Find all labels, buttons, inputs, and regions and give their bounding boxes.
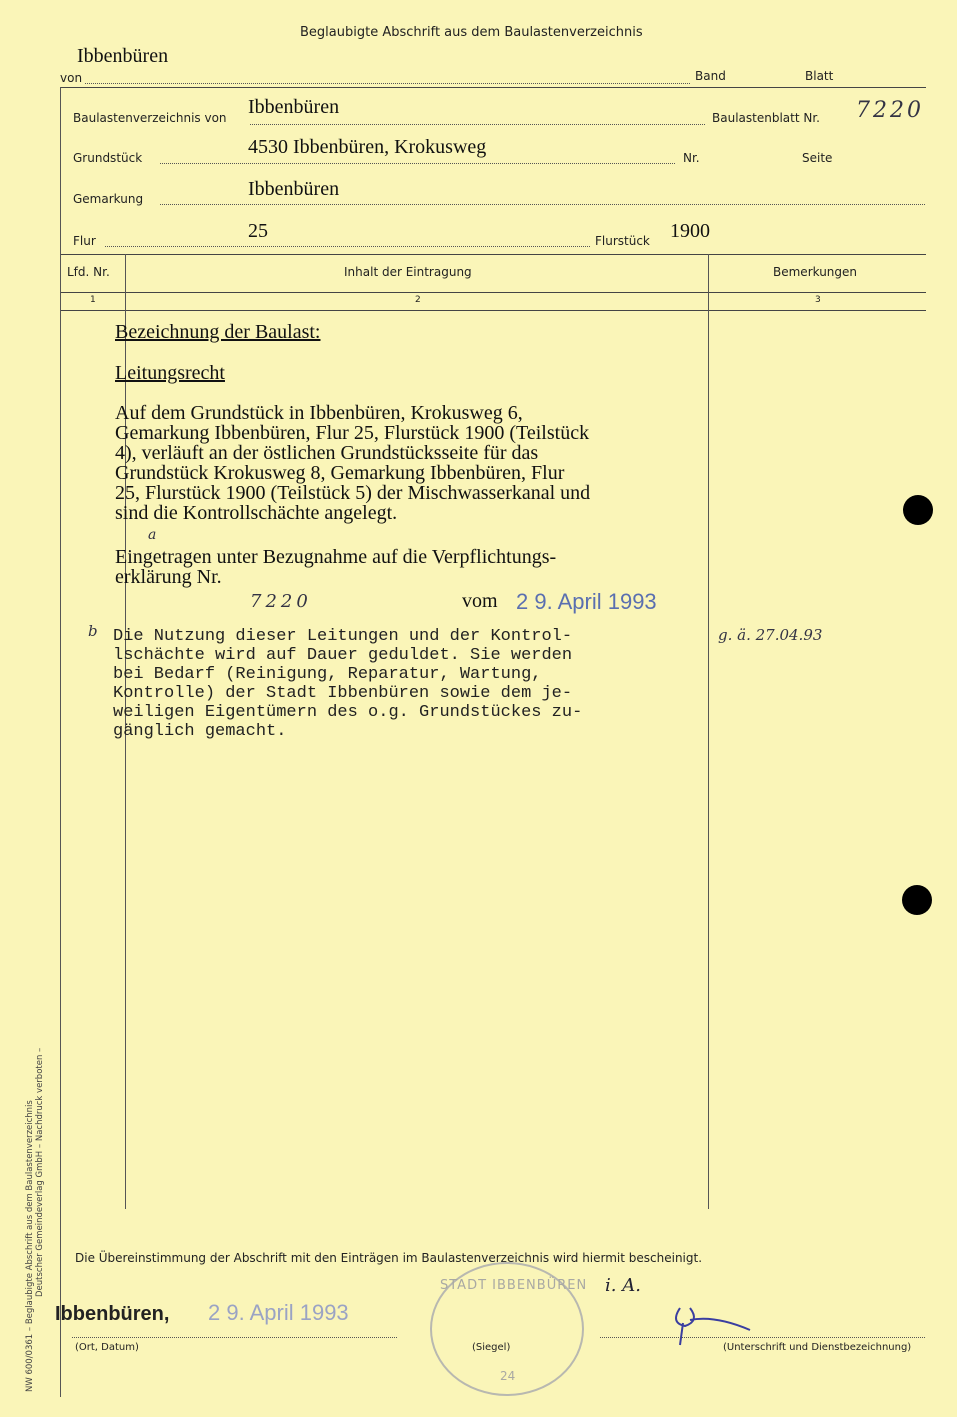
gemarkung-label: Gemarkung <box>73 192 144 206</box>
punch-hole <box>902 885 932 915</box>
document-title: Beglaubigte Abschrift aus dem Baulastenverzeichnis <box>300 25 643 40</box>
flurstueck-value: 1900 <box>670 220 710 242</box>
column-num-2: 2 <box>415 295 421 305</box>
field-line <box>160 163 675 164</box>
seal <box>430 1262 588 1396</box>
blatt-nr-label: Baulastenblatt Nr. <box>712 111 820 125</box>
entry-type: Leitungsrecht <box>115 362 225 384</box>
certification-date-stamp: 2 9. April 1993 <box>208 1300 349 1325</box>
flurstueck-label: Flurstück <box>595 234 650 248</box>
rule <box>60 310 926 311</box>
entry-heading: Bezeichnung der Baulast: <box>115 321 321 343</box>
remark: g. ä. 27.04.93 <box>718 626 823 644</box>
signature-label: (Unterschrift und Dienstbezeichnung) <box>723 1342 912 1353</box>
blatt-nr-value: 7220 <box>856 98 924 123</box>
place: Ibbenbüren, <box>55 1303 170 1325</box>
von-value: Ibbenbüren <box>77 45 169 67</box>
side-print-line1: NW 600/0361 – Beglaubigte Abschrift aus dem Baulastenverzeichnis <box>25 1100 35 1392</box>
registered-nr: 7220 <box>250 591 312 612</box>
marker-a: a <box>148 527 157 543</box>
column-divider <box>708 254 709 1209</box>
column-num-3: 3 <box>815 295 821 305</box>
rule <box>60 87 926 88</box>
von-label: von <box>60 71 83 85</box>
entry-text: Auf dem Grundstück in Ibbenbüren, Krokusweg 6, Gemarkung Ibbenbüren, Flur 25, Flurstück 1900 (Teilstück 4), verläuft an der östlichen Grundstücksseite für das Grundstück Krokusweg 8, Gemarkung Ibbenbüren, Flur 25, Flurstück 1900 (Teilstück 5) der Mischwasserkanal und sind die Kontrollschächte angelegt. <box>115 402 591 524</box>
signature-line <box>600 1337 925 1338</box>
signature <box>665 1298 765 1348</box>
entry-amendment: Die Nutzung dieser Leitungen und der Kontrol- lschächte wird auf Dauer geduldet. Sie werden bei Bedarf (Reinigung, Reparatur, Wartung, Kontrolle) der Stadt Ibbenbüren sowie dem je- weiligen Eigentümern des o.g. Grundstückes zu- gänglich gemacht. <box>113 627 583 741</box>
punch-hole <box>903 495 933 525</box>
place-date-line <box>72 1337 397 1338</box>
flur-value: 25 <box>248 220 268 242</box>
band-label: Band <box>695 69 726 83</box>
grundstueck-label: Grundstück <box>73 151 143 165</box>
side-print-line2: Deutscher Gemeindeverlag GmbH – Nachdruck verboten – <box>35 1047 45 1297</box>
field-line <box>105 246 590 247</box>
rule <box>60 292 926 293</box>
field-line <box>250 124 705 125</box>
column-header-lfd-nr: Lfd. Nr. <box>67 265 110 279</box>
certification-text: Die Übereinstimmung der Abschrift mit den Einträgen im Baulastenverzeichnis wird hiermit bescheinigt. <box>75 1251 703 1265</box>
gemarkung-value: Ibbenbüren <box>248 178 340 200</box>
grundstueck-value: 4530 Ibbenbüren, Krokusweg <box>248 136 487 158</box>
column-header-inhalt: Inhalt der Eintragung <box>344 265 472 279</box>
table-top <box>60 254 926 255</box>
seal-text: STADT IBBENBÜREN <box>440 1278 588 1293</box>
blatt-label: Blatt <box>805 69 834 83</box>
nr-label: Nr. <box>683 151 700 165</box>
vom-label: vom <box>462 590 498 612</box>
flur-label: Flur <box>73 234 96 248</box>
column-num-1: 1 <box>90 295 96 305</box>
side-print <box>25 1048 45 1392</box>
date-stamp: 2 9. April 1993 <box>516 589 657 614</box>
seal-number: 24 <box>500 1369 516 1383</box>
left-border <box>60 87 61 1397</box>
verzeichnis-value: Ibbenbüren <box>248 96 340 118</box>
column-header-bemerkungen: Bemerkungen <box>773 265 858 279</box>
von-line <box>85 83 690 84</box>
verzeichnis-label: Baulastenverzeichnis von <box>73 111 227 125</box>
field-line <box>160 204 925 205</box>
signature-note: i. A. <box>605 1275 641 1296</box>
entry-registered: Eingetragen unter Bezugnahme auf die Verpflichtungs- erklärung Nr. <box>115 546 557 588</box>
place-date-label: (Ort, Datum) <box>75 1342 139 1353</box>
seite-label: Seite <box>802 151 833 165</box>
marker-b: b <box>88 622 98 640</box>
seal-label: (Siegel) <box>472 1342 511 1353</box>
